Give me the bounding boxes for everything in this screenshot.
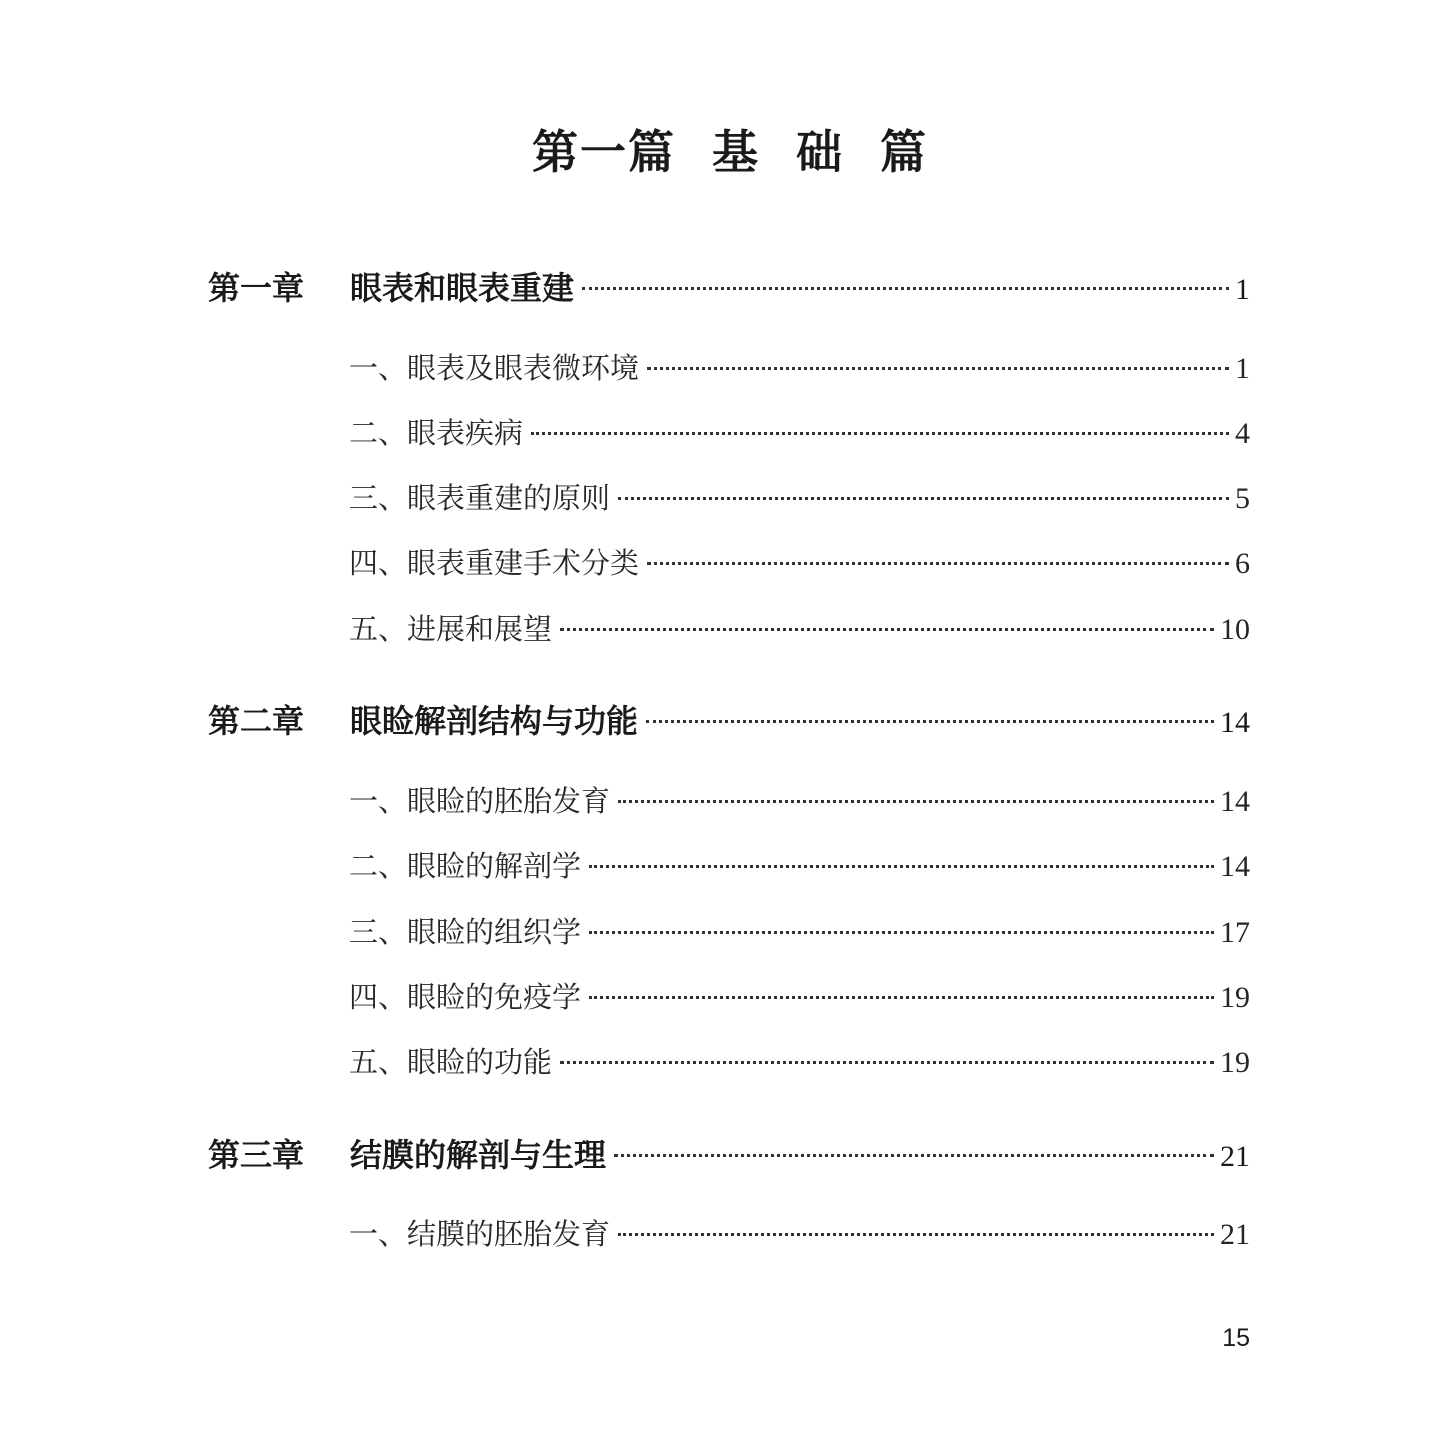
- dot-leader: [618, 1233, 1214, 1236]
- chapter-title: 结膜的解剖与生理: [350, 1136, 607, 1174]
- toc-section[interactable]: [349, 409, 1250, 457]
- dot-leader: [618, 497, 1229, 500]
- section-title: 二、眼睑的解剖学: [349, 849, 582, 883]
- chapter-title: 眼表和眼表重建: [350, 269, 575, 307]
- dot-leader: [582, 287, 1229, 290]
- chapter-number: 第一章: [208, 269, 305, 307]
- toc-section[interactable]: [349, 777, 1250, 825]
- section-title: 三、眼睑的组织学: [349, 915, 582, 949]
- page-number: 21: [1220, 1218, 1250, 1251]
- chapter-number: 第二章: [208, 702, 305, 740]
- toc-section[interactable]: [349, 474, 1250, 522]
- dot-leader: [560, 628, 1214, 631]
- toc-chapter-1[interactable]: [208, 264, 1250, 312]
- page-number: 19: [1220, 1046, 1250, 1079]
- dot-leader: [589, 865, 1214, 868]
- page-number: 14: [1220, 785, 1250, 818]
- dot-leader: [647, 367, 1229, 370]
- toc-section[interactable]: [349, 605, 1250, 653]
- page-number: 14: [1220, 850, 1250, 883]
- page-number: 1: [1235, 352, 1250, 385]
- page-number: 4: [1235, 417, 1250, 450]
- page-number: 21: [1220, 1140, 1250, 1173]
- page-number: 6: [1235, 547, 1250, 580]
- toc-section[interactable]: [349, 973, 1250, 1021]
- page-number: 17: [1220, 916, 1250, 949]
- page-number: 10: [1220, 613, 1250, 646]
- toc-section[interactable]: [349, 1038, 1250, 1086]
- section-title: 四、眼表重建手术分类: [349, 546, 640, 580]
- section-title: 一、结膜的胚胎发育: [349, 1217, 611, 1251]
- chapter-title: 眼睑解剖结构与功能: [350, 702, 639, 740]
- dot-leader: [647, 562, 1229, 565]
- dot-leader: [646, 720, 1214, 723]
- toc-chapter-3[interactable]: [208, 1131, 1250, 1179]
- page-number: 14: [1220, 706, 1250, 739]
- dot-leader: [618, 800, 1214, 803]
- chapter-number: 第三章: [208, 1136, 305, 1174]
- section-title: 五、进展和展望: [349, 612, 553, 646]
- toc-section[interactable]: [349, 1210, 1250, 1258]
- section-title: 三、眼表重建的原则: [349, 481, 611, 515]
- page-number: 19: [1220, 981, 1250, 1014]
- toc-section[interactable]: [349, 344, 1250, 392]
- toc-chapter-2[interactable]: [208, 697, 1250, 745]
- dot-leader: [531, 432, 1229, 435]
- page-folio: 15: [1222, 1324, 1250, 1352]
- toc-section[interactable]: [349, 908, 1250, 956]
- toc-section[interactable]: [349, 539, 1250, 587]
- section-title: 四、眼睑的免疫学: [349, 980, 582, 1014]
- dot-leader: [560, 1061, 1214, 1064]
- section-title: 五、眼睑的功能: [349, 1045, 553, 1079]
- dot-leader: [589, 996, 1214, 999]
- page-number: 5: [1235, 482, 1250, 515]
- page-number: 1: [1235, 273, 1250, 306]
- section-title: 一、眼表及眼表微环境: [349, 351, 640, 385]
- dot-leader: [589, 931, 1214, 934]
- section-title: 一、眼睑的胚胎发育: [349, 784, 611, 818]
- toc-section[interactable]: [349, 842, 1250, 890]
- part-title: 第一篇 基 础 篇: [531, 125, 929, 179]
- dot-leader: [614, 1154, 1214, 1157]
- section-title: 二、眼表疾病: [349, 416, 524, 450]
